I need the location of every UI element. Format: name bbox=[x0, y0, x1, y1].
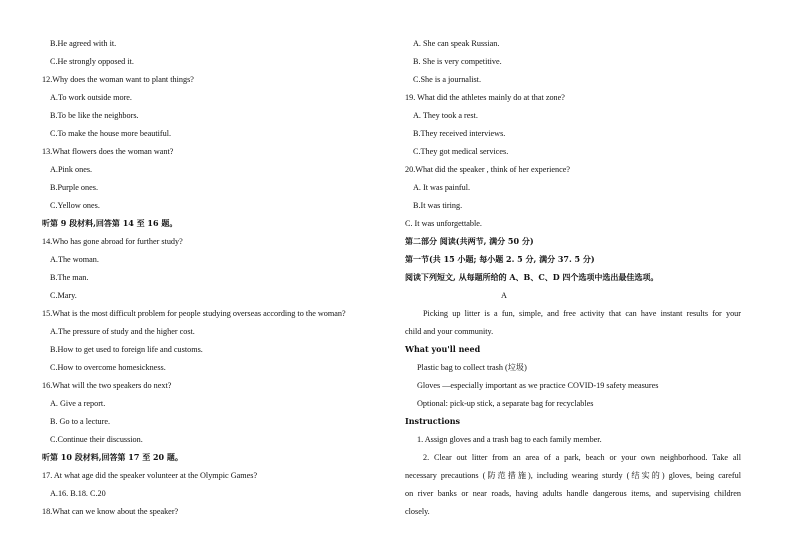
right-column-line bbox=[413, 110, 478, 121]
line-text: A. They took a rest. bbox=[413, 111, 478, 120]
line-text: C.To make the house more beautiful. bbox=[50, 129, 172, 138]
right-column-line bbox=[413, 128, 505, 139]
left-column-line bbox=[50, 182, 98, 193]
line-text: C.How to overcome homesickness. bbox=[50, 363, 166, 372]
right-column-line bbox=[405, 272, 658, 283]
line-text: C.Continue their discussion. bbox=[50, 435, 143, 444]
left-column-line bbox=[50, 416, 110, 427]
left-column-line bbox=[50, 164, 92, 175]
line-text: 12.Why does the woman want to plant things? bbox=[42, 75, 194, 84]
left-column-line bbox=[50, 200, 100, 211]
line-text: A. She can speak Russian. bbox=[413, 39, 500, 48]
left-column-line bbox=[50, 362, 166, 373]
left-column-line bbox=[42, 452, 183, 463]
left-column-line bbox=[50, 92, 132, 103]
left-column-line bbox=[50, 434, 143, 445]
line-text: 1. Assign gloves and a trash bag to each family member. bbox=[417, 435, 602, 444]
right-column-line bbox=[405, 416, 460, 427]
right-column-line bbox=[413, 200, 462, 211]
line-text: C.Yellow ones. bbox=[50, 201, 100, 210]
line-text: B.The man. bbox=[50, 273, 89, 282]
line-text: B.To be like the neighbors. bbox=[50, 111, 139, 120]
line-text: A.The pressure of study and the higher cost. bbox=[50, 327, 195, 336]
left-column-line bbox=[50, 110, 139, 121]
line-text: B.How to get used to foreign life and customs. bbox=[50, 345, 203, 354]
left-column-line bbox=[42, 146, 173, 157]
left-column-line bbox=[42, 218, 177, 229]
right-column-line bbox=[405, 254, 595, 265]
line-text: A.To work outside more. bbox=[50, 93, 132, 102]
line-text: closely. bbox=[405, 507, 430, 516]
right-column-line bbox=[405, 92, 565, 103]
line-text: A. Give a report. bbox=[50, 399, 106, 408]
line-text: B. Go to a lecture. bbox=[50, 417, 111, 426]
left-column-line bbox=[50, 326, 195, 337]
line-text: C.Mary. bbox=[50, 291, 77, 300]
line-text: 14.Who has gone abroad for further study? bbox=[42, 237, 183, 246]
line-text: C.They got medical services. bbox=[413, 147, 509, 156]
left-column-line bbox=[42, 470, 257, 481]
line-text: Gloves —especially important as we practice COVID-19 safety measures bbox=[417, 381, 659, 390]
line-text: A. It was painful. bbox=[413, 183, 471, 192]
line-text: A bbox=[501, 291, 507, 300]
left-column-line bbox=[50, 128, 171, 139]
line-text: B.They received interviews. bbox=[413, 129, 506, 138]
line-text: B.Purple ones. bbox=[50, 183, 98, 192]
left-column-line bbox=[42, 308, 346, 319]
line-text: A.16. B.18. C.20 bbox=[50, 489, 106, 498]
right-column-line bbox=[417, 434, 602, 445]
line-text: 第二部分 阅读(共两节, 满分 50 分) bbox=[405, 236, 534, 246]
line-text: 听第 9 段材料,回答第 14 至 16 题。 bbox=[42, 218, 178, 228]
line-text: Picking up litter is a fun, simple, and free activity that can have instant results for your bbox=[423, 309, 741, 318]
line-text: B. She is very competitive. bbox=[413, 57, 502, 66]
left-column-line bbox=[42, 506, 178, 517]
line-text: 20.What did the speaker , think of her experience? bbox=[405, 165, 571, 174]
right-column-line bbox=[405, 470, 741, 481]
line-text: A.Pink ones. bbox=[50, 165, 93, 174]
line-text: child and your community. bbox=[405, 327, 494, 336]
left-column-line bbox=[50, 290, 77, 301]
line-text: 19. What did the athletes mainly do at that zone? bbox=[405, 93, 565, 102]
right-column-line bbox=[413, 146, 508, 157]
right-column-line bbox=[417, 380, 658, 391]
right-column-line bbox=[413, 74, 481, 85]
line-text: 阅读下列短文, 从每题所给的 A、B、C、D 四个选项中选出最佳选项。 bbox=[405, 272, 659, 282]
line-text: 第一节(共 15 小题; 每小题 2. 5 分, 满分 37. 5 分) bbox=[405, 254, 595, 264]
line-text: What you'll need bbox=[405, 344, 481, 354]
right-column-line bbox=[417, 362, 527, 373]
right-column-line bbox=[405, 164, 570, 175]
left-column-line bbox=[42, 74, 194, 85]
left-column-line bbox=[50, 56, 134, 67]
line-text: 15.What is the most difficult problem for people studying overseas according to the woman? bbox=[42, 309, 346, 318]
right-column-line bbox=[413, 182, 470, 193]
line-text: B.He agreed with it. bbox=[50, 39, 117, 48]
left-column-line bbox=[42, 236, 183, 247]
line-text: 18.What can we know about the speaker? bbox=[42, 507, 179, 516]
line-text: C.She is a journalist. bbox=[413, 75, 481, 84]
line-text: Instructions bbox=[405, 416, 461, 426]
right-column-line bbox=[413, 56, 502, 67]
right-column-line bbox=[405, 488, 741, 499]
line-text: 16.What will the two speakers do next? bbox=[42, 381, 172, 390]
right-column-line bbox=[501, 290, 507, 301]
left-column-line bbox=[50, 488, 106, 499]
right-column-line bbox=[405, 506, 430, 517]
line-text: 听第 10 段材料,回答第 17 至 20 题。 bbox=[42, 452, 183, 462]
line-text: 2. Clear out litter from an area of a park, beach or your own neighborhood. Take all bbox=[423, 453, 741, 462]
right-column-line bbox=[423, 308, 741, 319]
line-text: Optional: pick-up stick, a separate bag for recyclables bbox=[417, 399, 594, 408]
line-text: C.He strongly opposed it. bbox=[50, 57, 134, 66]
left-column-line bbox=[50, 344, 203, 355]
left-column-line bbox=[42, 380, 171, 391]
right-column-line bbox=[405, 236, 534, 247]
right-column-line bbox=[423, 452, 741, 463]
right-column-line bbox=[405, 218, 482, 229]
line-text: 17. At what age did the speaker volunteer at the Olympic Games? bbox=[42, 471, 258, 480]
left-column-line bbox=[50, 398, 105, 409]
right-column-line bbox=[417, 398, 593, 409]
line-text: A.The woman. bbox=[50, 255, 99, 264]
left-column-line bbox=[50, 254, 99, 265]
left-column-line bbox=[50, 272, 88, 283]
left-column-line bbox=[50, 38, 116, 49]
right-column-line bbox=[405, 344, 480, 355]
right-column-line bbox=[405, 326, 493, 337]
line-text: Plastic bag to collect trash (垃圾) bbox=[417, 363, 527, 372]
line-text: necessary precautions (防范措施), including wearing sturdy (结实的) gloves, being careful bbox=[405, 471, 741, 480]
line-text: B.It was tiring. bbox=[413, 201, 463, 210]
right-column-line bbox=[413, 38, 499, 49]
line-text: on river banks or near roads, having adults handle dangerous items, and supervising children bbox=[405, 489, 741, 498]
line-text: C. It was unforgettable. bbox=[405, 219, 482, 228]
line-text: 13.What flowers does the woman want? bbox=[42, 147, 174, 156]
